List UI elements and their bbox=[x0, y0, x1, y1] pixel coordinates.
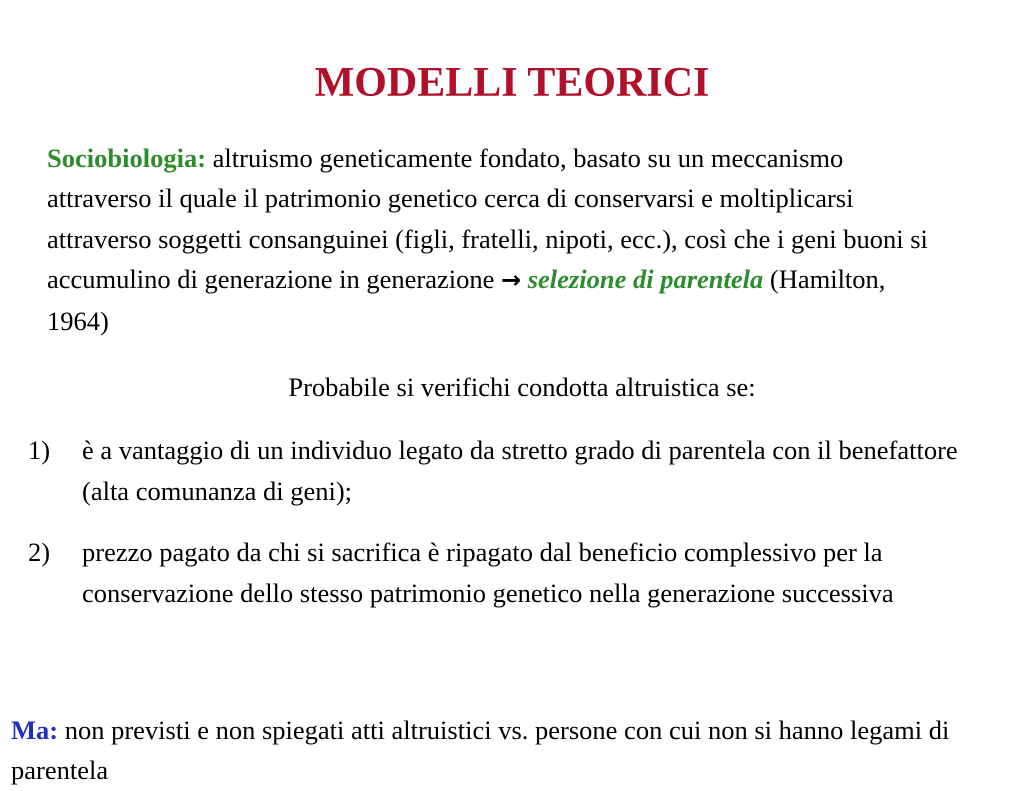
slide-title: MODELLI TEORICI bbox=[314, 60, 710, 107]
condition-heading: Probabile si verifichi condotta altruistica se: bbox=[288, 372, 756, 402]
condition-list bbox=[28, 430, 1003, 634]
note-label: Ma: bbox=[11, 714, 59, 745]
exception-note bbox=[11, 710, 1006, 791]
kin-selection-term: selezione di parentela bbox=[527, 264, 764, 294]
list-number-2: 2) bbox=[28, 537, 51, 567]
list-text-2: prezzo pagato da chi si sacrifica è ripagato dal beneficio complessivo per la conservazione dello stesso patrimonio genetico nella generazione successiva bbox=[82, 537, 894, 608]
sociobiology-term: Sociobiologia: bbox=[47, 142, 207, 173]
condition-list-item-2 bbox=[28, 532, 1003, 613]
note-text: non previsti e non spiegati atti altruistici vs. persone con cui non si hanno legami di parentela bbox=[11, 714, 950, 785]
condition-list-item-1 bbox=[28, 430, 1003, 511]
right-arrow-icon: → bbox=[500, 266, 522, 294]
list-number-1: 1) bbox=[28, 435, 51, 465]
list-text-1: è a vantaggio di un individuo legato da stretto grado di parentela con il benefattore (alta comunanza di geni); bbox=[82, 435, 958, 506]
hamilton-citation: (Hamilton, 1964) bbox=[47, 264, 886, 336]
sociobiology-definition: altruismo geneticamente fondato, basato su un meccanismo attraverso il quale il patrimonio genetico cerca di conservarsi e moltiplicarsi attraverso soggetti consanguinei (figli, fratelli, nipoti, ecc.), così che i geni buoni si accumulino di generazione in generazione bbox=[47, 142, 928, 294]
sociobiology-paragraph bbox=[47, 138, 952, 342]
